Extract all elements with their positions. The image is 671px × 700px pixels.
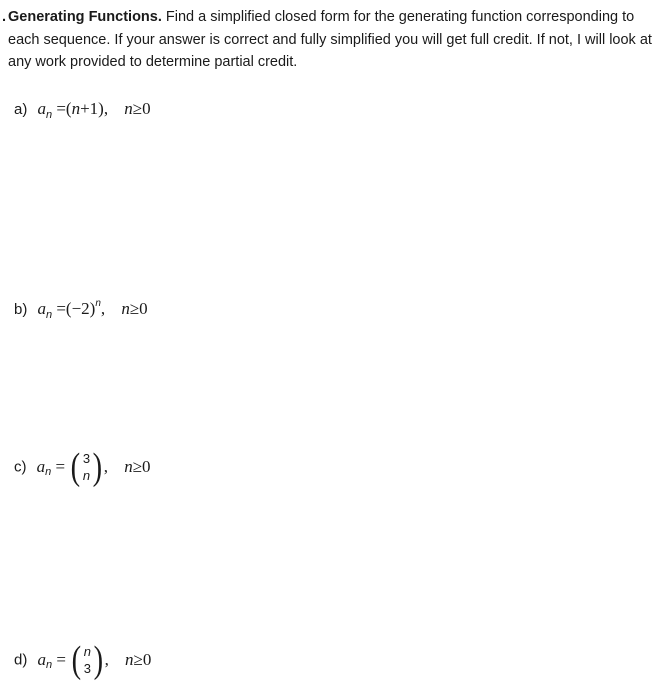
- part-a-comma: ,: [103, 99, 109, 118]
- right-paren-icon: ): [93, 639, 104, 681]
- part-b-cond-rest: ≥0: [129, 299, 148, 318]
- part-b: [14, 298, 148, 321]
- part-c-sub: n: [45, 465, 52, 478]
- part-b-sub: n: [46, 309, 53, 321]
- part-a-var: a: [37, 99, 47, 118]
- part-b-expr: (−2): [65, 299, 96, 318]
- part-a: [14, 99, 151, 121]
- part-b-cond-var: n: [121, 299, 130, 318]
- part-a-expr-var: n: [71, 99, 81, 118]
- part-d-binomial: [70, 641, 105, 679]
- part-c-label: c): [14, 458, 27, 476]
- part-a-open: (: [65, 99, 72, 118]
- part-c-var: a: [36, 457, 46, 476]
- part-c-stack: [83, 450, 90, 484]
- part-b-var: a: [37, 299, 47, 318]
- part-d: [14, 641, 151, 679]
- part-c-top: 3: [82, 451, 91, 466]
- part-a-expr-rest: +1): [80, 99, 104, 118]
- part-d-cond-var: n: [125, 650, 134, 669]
- part-a-label: a): [14, 101, 28, 118]
- part-b-eq: =: [56, 299, 66, 318]
- problem-statement: [2, 6, 663, 74]
- part-b-sup: n: [95, 298, 101, 309]
- problem-number-fragment: .: [2, 9, 7, 25]
- part-c-cond-rest: ≥0: [132, 457, 151, 476]
- part-c-comma: ,: [103, 457, 109, 476]
- part-d-var: a: [37, 650, 47, 669]
- part-a-eq: =: [56, 99, 66, 118]
- part-d-eq: =: [56, 650, 66, 669]
- right-paren-icon: ): [92, 446, 103, 488]
- problem-title: Generating Functions.: [8, 9, 162, 25]
- part-d-sub: n: [46, 658, 53, 671]
- part-a-cond-var: n: [124, 99, 133, 118]
- left-paren-icon: (: [71, 639, 82, 681]
- part-c-eq: =: [55, 457, 66, 476]
- part-d-cond-rest: ≥0: [133, 650, 152, 669]
- part-d-bottom: 3: [83, 661, 91, 676]
- problem-instructions: Find a simplified closed form for the generating function corresponding to each sequence. If your answer is correct and fully simplified you will get full credit. If not, I will look at any work provided to determine partial credit.: [8, 9, 652, 70]
- part-a-cond-rest: ≥0: [132, 99, 151, 118]
- part-d-comma: ,: [104, 650, 109, 669]
- part-d-label: d): [14, 651, 28, 669]
- part-b-comma: ,: [100, 299, 106, 318]
- part-d-stack: [84, 643, 91, 677]
- part-d-top: n: [83, 644, 91, 659]
- left-paren-icon: (: [70, 446, 81, 488]
- part-c: [14, 448, 151, 486]
- part-c-binomial: [69, 448, 104, 486]
- part-a-sub: n: [46, 109, 53, 121]
- part-b-label: b): [14, 301, 28, 318]
- part-c-cond-var: n: [124, 457, 133, 476]
- part-c-bottom: n: [82, 468, 91, 483]
